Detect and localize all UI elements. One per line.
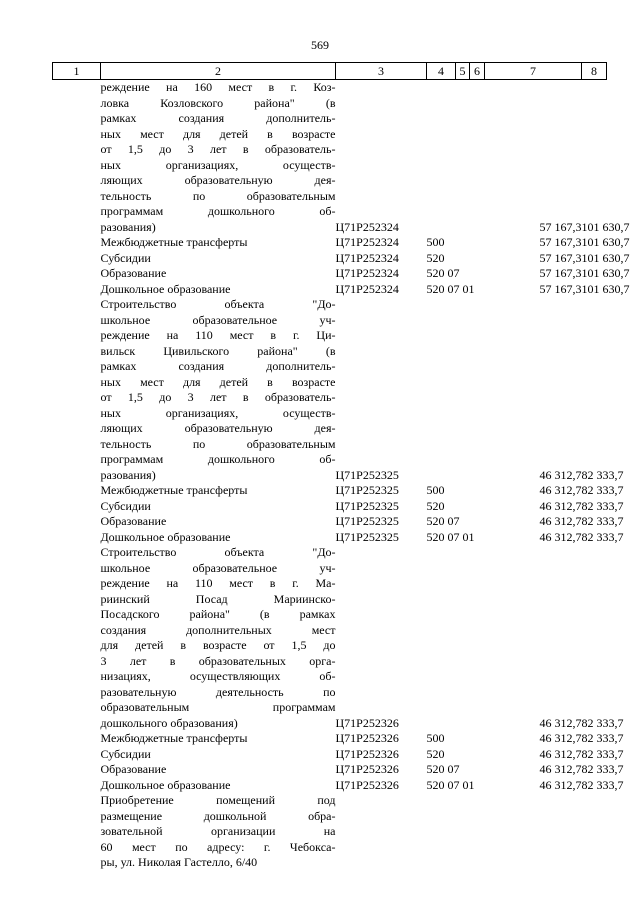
row-target-code: Ц71Р252324 (335, 219, 399, 234)
row-name-line: риинский Посад Мариинско- (100, 591, 336, 606)
row-target-code: Ц71Р252326 (335, 762, 399, 776)
row-amount-col8: 101 630,7 (581, 219, 630, 234)
header-col-4: 4 (427, 63, 456, 80)
row-expense-code (427, 297, 485, 483)
row-name-line: ляющих образовательную дея- (100, 421, 336, 435)
row-target-code: Ц71Р252324 (335, 235, 399, 249)
row-name-cell (101, 282, 336, 298)
header-col-6: 6 (470, 63, 485, 80)
page-number: 569 (311, 38, 329, 52)
row-name-line: вильск Цивильского района" (в (100, 343, 336, 358)
row-name-line: реждение на 110 мест в г. Ма- (100, 576, 336, 590)
row-target-code: Ц71Р252324 (335, 281, 399, 296)
row-expense-code: 520 07 01 (426, 777, 475, 792)
row-amount-col7: 57 167,3 (539, 235, 582, 249)
table-header-row (53, 63, 607, 80)
row-expense-code: 500 (426, 483, 445, 497)
row-amount-col8: 101 630,7 (581, 250, 630, 265)
row-name-cell (101, 499, 336, 515)
row-name-line: дошкольного образования) (100, 715, 238, 730)
row-amount-col7: 46 312,7 (539, 762, 582, 776)
row-name-line: разования) (100, 219, 156, 234)
row-name-line: образовательным программам (100, 700, 336, 714)
table-row (53, 297, 607, 483)
table-row (53, 483, 607, 499)
row-amount-col8: 82 333,7 (581, 715, 624, 730)
row-name-cell (101, 530, 336, 546)
budget-table (52, 62, 630, 871)
row-target-code: Ц71Р252325 (335, 498, 399, 513)
table-row (53, 778, 607, 794)
row-target-code: Ц71Р252324 (335, 250, 399, 265)
table-row (53, 762, 607, 778)
row-name-line: реждение на 110 мест в г. Ци- (100, 328, 336, 342)
row-amount-col7: 46 312,7 (539, 746, 582, 761)
header-col-1: 1 (53, 63, 101, 80)
row-name-line: ных организациях, осуществ- (100, 405, 336, 420)
row-name-line: программам дошкольного об- (100, 204, 336, 218)
row-name-line: низациях, осуществляющих об- (100, 669, 336, 683)
row-name-line: Строительство объекта "До- (100, 297, 336, 311)
row-amount-col8: 82 333,7 (581, 777, 624, 792)
row-name-line: размещение дошкольной обра- (100, 808, 336, 823)
row-name-line: Субсидии (100, 498, 151, 513)
table-body (53, 80, 630, 871)
row-target-code: Ц71Р252326 (335, 731, 399, 745)
row-name-line: 3 лет в образовательных орга- (100, 653, 336, 668)
row-amount-col8 (582, 793, 607, 871)
row-name-line: Межбюджетные трансферты (100, 731, 248, 745)
row-name-line: зовательной организации на (100, 824, 336, 838)
row-name-line: ляющих образовательную дея- (100, 173, 336, 187)
row-name-line: разовательную деятельность по (100, 684, 336, 699)
row-name-line: ры, ул. Николая Гастелло, 6/40 (100, 855, 258, 869)
row-cell-col1 (53, 266, 101, 282)
row-target-code: Ц71Р252324 (335, 266, 399, 280)
row-amount-col7: 46 312,7 (539, 777, 582, 792)
row-amount-col7: 57 167,3 (539, 219, 582, 234)
row-cell-col1 (53, 530, 101, 546)
row-cell-col1 (53, 483, 101, 499)
row-amount-col7: 46 312,7 (539, 514, 582, 528)
row-amount-col8: 82 333,7 (581, 498, 624, 513)
row-name-line: рамках создания дополнитель- (100, 359, 336, 373)
row-name-line: разования) (100, 467, 156, 482)
header-col-3: 3 (336, 63, 427, 80)
header-col-7: 7 (485, 63, 582, 80)
row-name-line: тельность по образовательным (100, 436, 336, 451)
row-amount-col7: 46 312,7 (539, 529, 582, 544)
row-name-line: Образование (100, 266, 167, 280)
row-expense-code: 520 07 (426, 266, 460, 280)
table-row (53, 235, 607, 251)
row-amount-col7: 46 312,7 (539, 483, 582, 497)
row-cell-col1 (53, 731, 101, 747)
row-name-line: Дошкольное образование (100, 529, 231, 544)
row-amount-col7 (485, 793, 582, 871)
row-name-line: ловка Козловского района" (в (100, 95, 336, 110)
row-cell-col1 (53, 747, 101, 763)
row-cell-col1 (53, 251, 101, 267)
row-name-cell (101, 514, 336, 530)
header-col-5: 5 (456, 63, 470, 80)
table-row (53, 282, 607, 298)
row-name-cell (101, 731, 336, 747)
row-cell-col1 (53, 545, 101, 731)
row-name-line: Дошкольное образование (100, 281, 231, 296)
row-expense-code: 520 07 01 (426, 529, 475, 544)
table-row (53, 747, 607, 763)
row-name-cell (101, 483, 336, 499)
row-target-code (336, 793, 427, 871)
row-name-cell (101, 266, 336, 282)
row-target-code: Ц71Р252325 (335, 529, 399, 544)
row-name-line: от 1,5 до 3 лет в образователь- (100, 142, 336, 156)
row-cell-col1 (53, 297, 101, 483)
table-row (53, 793, 607, 871)
row-expense-code: 520 (426, 746, 445, 761)
row-expense-code (427, 793, 485, 871)
row-expense-code (427, 80, 485, 236)
row-cell-col1 (53, 762, 101, 778)
row-name-line: Приобретение помещений под (100, 793, 336, 807)
row-amount-col7: 46 312,7 (539, 731, 582, 745)
row-amount-col7: 57 167,3 (539, 281, 582, 296)
row-target-code: Ц71Р252325 (335, 514, 399, 528)
row-expense-code: 520 (426, 498, 445, 513)
row-expense-code: 500 (426, 731, 445, 745)
row-name-cell (101, 80, 336, 236)
row-cell-col1 (53, 778, 101, 794)
row-name-line: Дошкольное образование (100, 777, 231, 792)
table-row (53, 80, 607, 236)
row-amount-col7: 46 312,7 (539, 498, 582, 513)
row-amount-col8: 82 333,7 (581, 731, 624, 745)
row-expense-code (427, 545, 485, 731)
row-amount-col8: 82 333,7 (581, 762, 624, 776)
table-row (53, 514, 607, 530)
row-expense-code: 500 (426, 235, 445, 249)
row-target-code: Ц71Р252326 (335, 715, 399, 730)
row-name-line: Межбюджетные трансферты (100, 483, 248, 497)
row-name-line: ных мест для детей в возрасте (100, 126, 336, 141)
table-row (53, 530, 607, 546)
row-amount-col8: 82 333,7 (581, 746, 624, 761)
row-name-cell (101, 778, 336, 794)
row-name-cell (101, 297, 336, 483)
row-name-line: создания дополнительных мест (100, 622, 336, 637)
row-name-line: ных организациях, осуществ- (100, 157, 336, 172)
table-row (53, 499, 607, 515)
row-amount-col8: 82 333,7 (581, 529, 624, 544)
row-name-cell (101, 251, 336, 267)
row-cell-col1 (53, 282, 101, 298)
table-row (53, 251, 607, 267)
row-expense-code: 520 07 (426, 514, 460, 528)
row-cell-col1 (53, 793, 101, 871)
row-cell-col1 (53, 80, 101, 236)
row-name-line: рамках создания дополнитель- (100, 111, 336, 125)
row-target-code: Ц71Р252326 (335, 777, 399, 792)
row-amount-col8: 82 333,7 (581, 514, 624, 528)
row-amount-col7: 57 167,3 (539, 266, 582, 280)
row-name-cell (101, 235, 336, 251)
row-target-code: Ц71Р252325 (335, 483, 399, 497)
table-row (53, 266, 607, 282)
row-name-line: тельность по образовательным (100, 188, 336, 203)
table-row (53, 545, 607, 731)
table-row (53, 731, 607, 747)
row-target-code: Ц71Р252326 (335, 746, 399, 761)
row-name-cell (101, 762, 336, 778)
row-name-line: от 1,5 до 3 лет в образователь- (100, 390, 336, 404)
row-amount-col8: 101 630,7 (581, 281, 630, 296)
row-amount-col7: 46 312,7 (539, 467, 582, 482)
row-name-line: Посадского района" (в рамках (100, 607, 336, 621)
row-expense-code: 520 07 (426, 762, 460, 776)
row-expense-code: 520 (426, 250, 445, 265)
row-amount-col8: 82 333,7 (581, 467, 624, 482)
row-name-cell (101, 793, 336, 871)
row-name-line: Строительство объекта "До- (100, 545, 336, 559)
row-amount-col8: 101 630,7 (581, 266, 630, 280)
row-cell-col1 (53, 235, 101, 251)
header-col-8: 8 (582, 63, 607, 80)
row-cell-col1 (53, 514, 101, 530)
row-name-line: Субсидии (100, 746, 151, 761)
row-name-line: программам дошкольного об- (100, 452, 336, 466)
row-amount-col7: 57 167,3 (539, 250, 582, 265)
row-amount-col8: 101 630,7 (581, 235, 630, 249)
row-name-line: реждение на 160 мест в г. Коз- (100, 80, 336, 94)
row-expense-code: 520 07 01 (426, 281, 475, 296)
row-name-line: Субсидии (100, 250, 151, 265)
row-name-cell (101, 747, 336, 763)
row-name-line: Образование (100, 514, 167, 528)
row-name-line: для детей в возрасте от 1,5 до (100, 638, 336, 652)
row-amount-col8: 82 333,7 (581, 483, 624, 497)
row-name-line: ных мест для детей в возрасте (100, 374, 336, 389)
row-amount-col7: 46 312,7 (539, 715, 582, 730)
header-col-2: 2 (101, 63, 336, 80)
row-name-line: Образование (100, 762, 167, 776)
row-name-line: школьное образовательное уч- (100, 560, 336, 575)
row-target-code: Ц71Р252325 (335, 467, 399, 482)
row-name-cell (101, 545, 336, 731)
row-name-line: Межбюджетные трансферты (100, 235, 248, 249)
row-name-line: школьное образовательное уч- (100, 312, 336, 327)
row-cell-col1 (53, 499, 101, 515)
row-name-line: 60 мест по адресу: г. Чебокса- (100, 839, 336, 854)
